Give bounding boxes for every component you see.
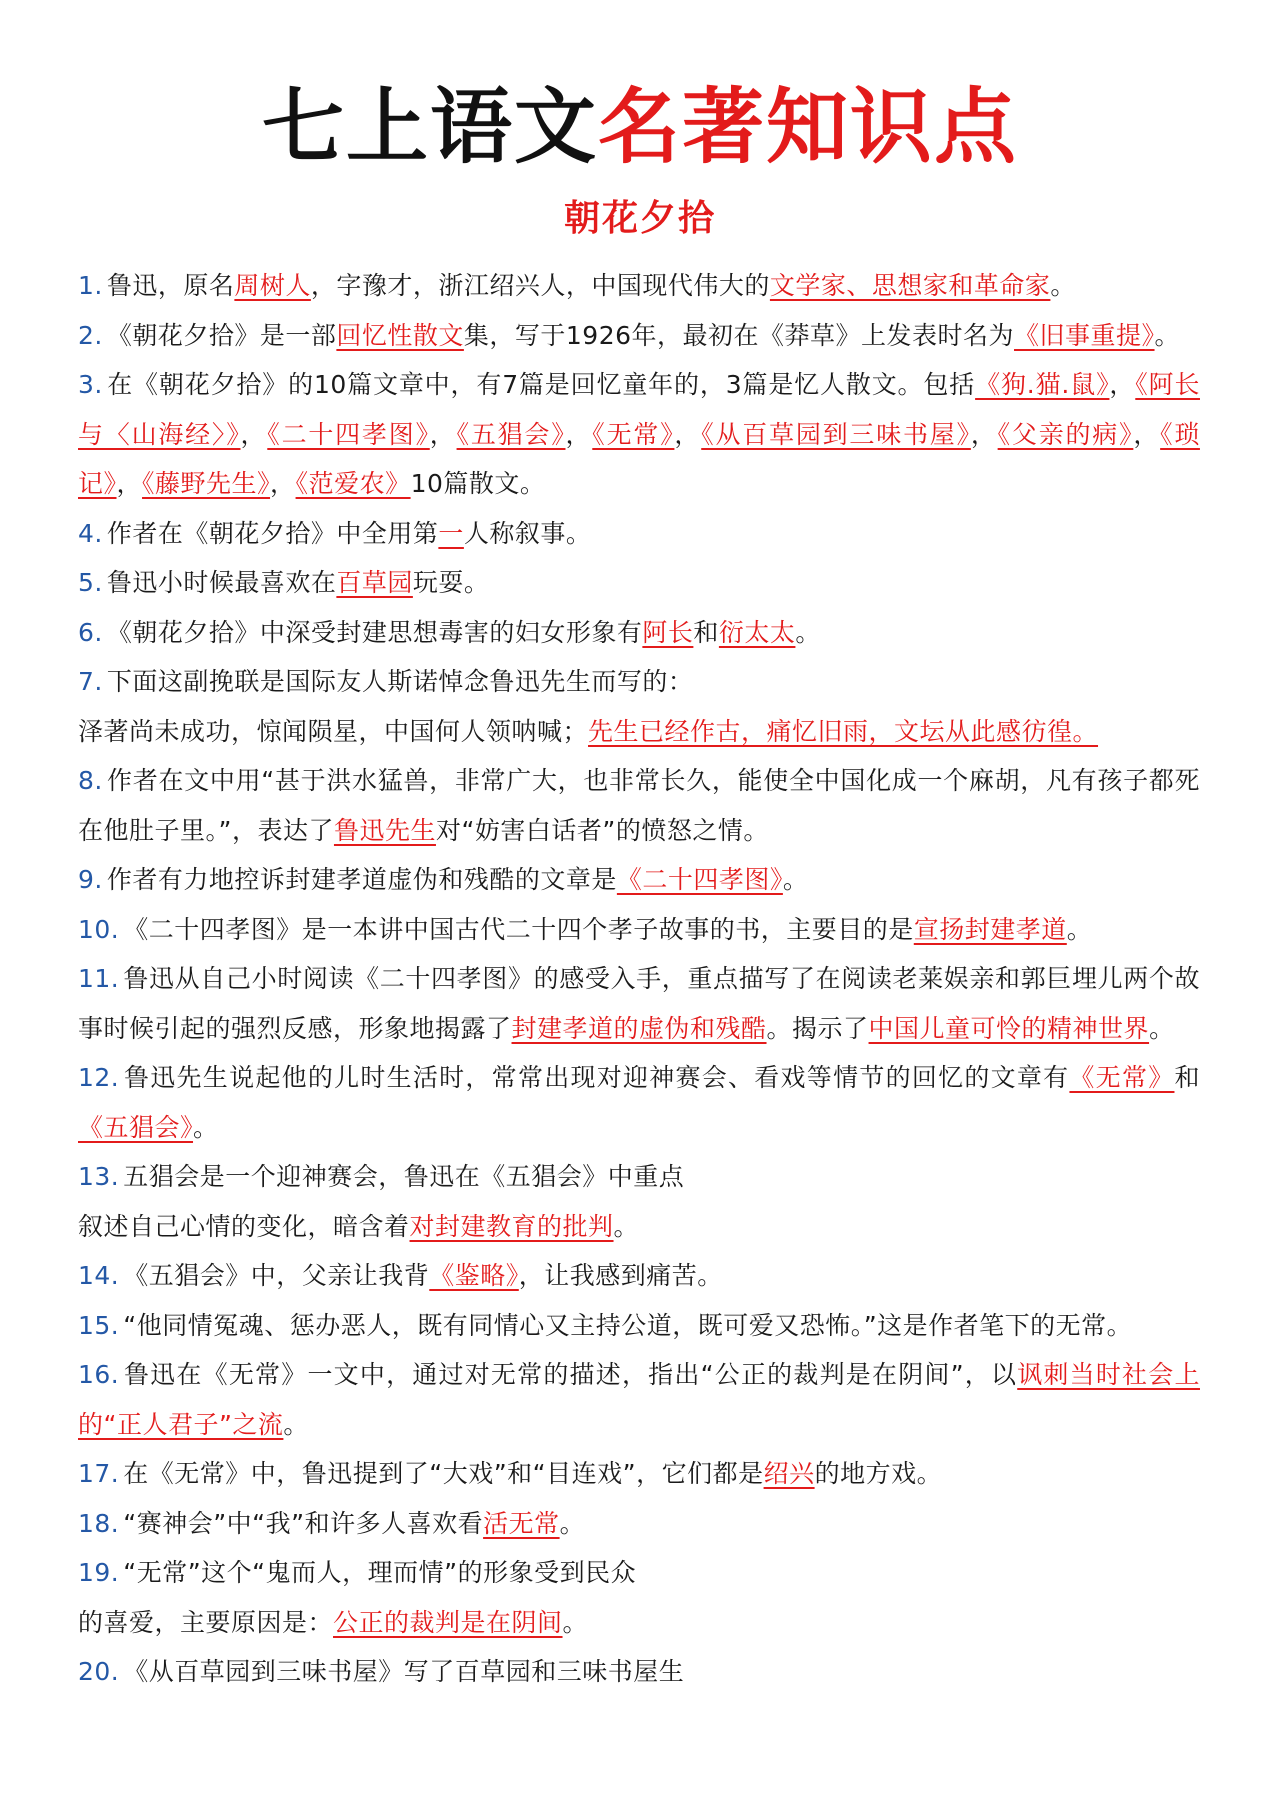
item-text: 。	[1149, 1013, 1175, 1043]
answer-text: 《从百草园到三味书屋》	[701, 419, 971, 449]
list-item	[78, 1251, 1200, 1301]
answer-text: 回忆性散文	[336, 320, 464, 350]
item-text: 的喜爱，主要原因是：	[78, 1607, 334, 1637]
item-line	[78, 1499, 1200, 1549]
item-line	[78, 1251, 1200, 1301]
item-line	[78, 1598, 1200, 1648]
item-number: 9.	[78, 865, 103, 894]
item-line	[78, 261, 1200, 311]
item-number: 1.	[78, 271, 103, 300]
item-text: 鲁迅先生说起他的儿时生活时，常常出现对迎神赛会、看戏等情节的回忆的文章有	[123, 1063, 1070, 1092]
item-text: 。	[193, 1112, 219, 1142]
answer-text: 文学家、思想家和革命家	[769, 271, 1051, 300]
item-number: 20.	[78, 1657, 120, 1686]
item-line	[78, 608, 1200, 658]
item-text: 集，写于1926年，最初在《莽草》上发表时名为	[463, 320, 1015, 350]
item-text: ，	[565, 419, 593, 449]
item-text: ，	[1109, 370, 1136, 399]
answer-text: 对封建教育的批判	[409, 1211, 614, 1241]
item-text: 在《无常》中，鲁迅提到了“大戏”和“目连戏”，它们都是	[123, 1459, 764, 1488]
item-line	[78, 1202, 1200, 1252]
item-number: 12.	[78, 1063, 120, 1092]
answer-text: 《五猖会》	[78, 1112, 194, 1142]
item-text: 。	[1066, 914, 1093, 944]
answer-text: 衍太太	[718, 617, 796, 647]
item-text: 对“妨害白话者”的愤怒之情。	[435, 815, 769, 845]
item-line	[78, 905, 1200, 955]
answer-text: 公正的裁判是在阴间	[333, 1607, 563, 1637]
item-text: 鲁迅，原名	[106, 271, 235, 300]
item-number: 2.	[78, 320, 103, 350]
item-text: 人称叙事。	[463, 518, 592, 548]
item-text: 。	[559, 1508, 586, 1538]
list-item	[78, 1449, 1200, 1499]
item-number: 8.	[78, 766, 103, 795]
list-item	[78, 1350, 1200, 1449]
item-text: ，	[674, 419, 702, 449]
answer-text: 讽刺当时社会上的“正人君子”之流	[78, 1360, 1200, 1439]
answer-text: 鲁迅先生	[333, 815, 436, 845]
item-line	[78, 855, 1200, 905]
answer-text: 《二十四孝图》	[616, 865, 783, 894]
list-item	[78, 311, 1200, 361]
item-text: 。	[613, 1211, 640, 1241]
list-item	[78, 954, 1200, 1053]
item-text: 的地方戏。	[814, 1459, 943, 1488]
item-line	[78, 756, 1200, 855]
list-item	[78, 855, 1200, 905]
list-item	[78, 1647, 1200, 1697]
item-text: 五猖会是一个迎神赛会，鲁迅在《五猖会》中重点	[123, 1162, 685, 1191]
list-item	[78, 1301, 1200, 1351]
item-text: 鲁迅在《无常》一文中，通过对无常的描述，指出“公正的裁判是在阴间”，以	[123, 1360, 1018, 1389]
item-text: 《从百草园到三味书屋》写了百草园和三味书屋生	[123, 1657, 685, 1686]
item-text: 泽著尚未成功，惊闻陨星，中国何人领呐喊；	[78, 716, 589, 746]
list-item	[78, 1053, 1200, 1152]
item-number: 5.	[78, 568, 103, 597]
knowledge-list	[78, 261, 1200, 1697]
item-line	[78, 311, 1200, 361]
item-text: ，	[1133, 419, 1161, 449]
item-text: ，	[429, 419, 457, 449]
item-number: 16.	[78, 1360, 120, 1389]
answer-text: 宣扬封建孝道	[913, 914, 1067, 944]
item-text: 和	[693, 617, 719, 647]
item-text: 作者在文中用“甚于洪水猛兽，非常广大，也非常长久，能使全中国化成一个麻胡，凡有孩子都死在他肚子里。”，表达了	[78, 766, 1200, 845]
item-line	[78, 558, 1200, 608]
item-text: ，	[116, 469, 143, 498]
item-text: 。	[283, 1409, 309, 1439]
item-text: 。	[782, 865, 809, 894]
item-text: 《朝花夕拾》中深受封建思想毒害的妇女形象有	[106, 617, 643, 647]
list-item	[78, 1548, 1200, 1647]
answer-text: 周树人	[234, 271, 311, 300]
item-text: “他同情冤魂、惩办恶人，既有同情心又主持公道，既可爱又恐怖。”这是作者笔下的无常。	[123, 1310, 1133, 1340]
item-line	[78, 657, 1200, 707]
answer-text: 《二十四孝图》	[267, 419, 430, 449]
list-item	[78, 509, 1200, 559]
page-title	[0, 78, 1280, 178]
item-line	[78, 1053, 1200, 1152]
answer-text: 《父亲的病》	[997, 419, 1134, 449]
item-text: 《二十四孝图》是一本讲中国古代二十四个孝子故事的书，主要目的是	[123, 914, 914, 944]
answer-text: 《无常》	[1069, 1063, 1175, 1092]
item-number: 10.	[78, 914, 120, 944]
answer-text: 中国儿童可怜的精神世界	[868, 1013, 1150, 1043]
answer-text: 《范爱农》	[295, 469, 411, 498]
item-text: ，字豫才，浙江绍兴人，中国现代伟大的	[310, 271, 770, 300]
answer-text: 《无常》	[592, 419, 675, 449]
item-text: 下面这副挽联是国际友人斯诺悼念鲁迅先生而写的：	[106, 667, 694, 696]
item-text: ，	[240, 419, 268, 449]
item-text: 10篇散文。	[410, 469, 546, 498]
item-text: “赛神会”中“我”和许多人喜欢看	[123, 1508, 484, 1538]
book-title: 朝花夕拾	[563, 198, 716, 239]
item-text: ，	[970, 419, 998, 449]
item-number: 11.	[78, 964, 120, 993]
list-item	[78, 1152, 1200, 1251]
answer-text: 封建孝道的虚伪和残酷	[511, 1013, 767, 1043]
item-line	[78, 360, 1200, 509]
item-number: 6.	[78, 617, 103, 647]
item-text: 鲁迅从自己小时阅读《二十四孝图》的感受入手，重点描写了在阅读老莱娱亲和郭巨埋儿两个故事时候引起的强烈反感，形象地揭露了	[78, 964, 1200, 1043]
answer-text: 《阿长与〈山海经〉》	[78, 370, 1200, 449]
title-black-part: 七上语文	[261, 80, 598, 175]
item-number: 7.	[78, 667, 103, 696]
item-number: 19.	[78, 1558, 120, 1587]
list-item	[78, 608, 1200, 658]
item-line	[78, 1301, 1200, 1351]
answer-text: 绍兴	[763, 1459, 815, 1488]
answer-text: 《狗.猫.鼠》	[975, 370, 1110, 399]
item-line	[78, 509, 1200, 559]
item-line	[78, 1350, 1200, 1449]
title-red-part: 名著知识点	[598, 80, 1019, 175]
answer-text: 活无常	[483, 1508, 560, 1538]
item-line	[78, 1647, 1200, 1697]
item-text: 在《朝花夕拾》的10篇文章中，有7篇是回忆童年的，3篇是忆人散文。包括	[106, 370, 976, 399]
item-number: 14.	[78, 1261, 120, 1290]
list-item	[78, 360, 1200, 509]
answer-text: 一	[438, 518, 464, 548]
item-number: 3.	[78, 370, 103, 399]
answer-text: 《琐记》	[78, 419, 1200, 498]
item-line	[78, 1152, 1200, 1202]
item-text: 。	[1154, 320, 1181, 350]
item-number: 4.	[78, 518, 103, 548]
item-text: 。揭示了	[766, 1013, 869, 1043]
item-text: 玩耍。	[412, 568, 490, 597]
answer-text: 《鉴略》	[429, 1261, 519, 1290]
list-item	[78, 905, 1200, 955]
item-text: “无常”这个“鬼而人，理而情”的形象受到民众	[123, 1558, 637, 1587]
answer-text: 百草园	[336, 568, 413, 597]
item-text: ，	[270, 469, 296, 498]
item-text: 《五猖会》中，父亲让我背	[123, 1261, 430, 1290]
item-text: 。	[1050, 271, 1076, 300]
item-text: 和	[1174, 1063, 1200, 1092]
list-item	[78, 657, 1200, 756]
item-text: 《朝花夕拾》是一部	[106, 320, 337, 350]
item-line	[78, 1548, 1200, 1598]
item-line	[78, 707, 1200, 757]
item-text: 鲁迅小时候最喜欢在	[106, 568, 337, 597]
item-text: 作者有力地控诉封建孝道虚伪和残酷的文章是	[106, 865, 617, 894]
item-number: 13.	[78, 1162, 120, 1191]
item-text: 作者在《朝花夕拾》中全用第	[106, 518, 439, 548]
item-number: 18.	[78, 1508, 120, 1538]
item-line	[78, 954, 1200, 1053]
answer-text: 先生已经作古，痛忆旧雨，文坛从此感彷徨。	[588, 716, 1099, 746]
item-line	[78, 1449, 1200, 1499]
list-item	[78, 756, 1200, 855]
answer-text: 阿长	[642, 617, 694, 647]
answer-text: 《五猖会》	[456, 419, 566, 449]
list-item	[78, 1499, 1200, 1549]
list-item	[78, 558, 1200, 608]
answer-text: 《藤野先生》	[142, 469, 271, 498]
item-text: ，让我感到痛苦。	[518, 1261, 723, 1290]
answer-text: 《旧事重提》	[1014, 320, 1155, 350]
item-number: 15.	[78, 1310, 120, 1340]
item-number: 17.	[78, 1459, 120, 1488]
item-text: 。	[795, 617, 821, 647]
item-text: 叙述自己心情的变化，暗含着	[78, 1211, 410, 1241]
item-text: 。	[562, 1607, 589, 1637]
list-item	[78, 261, 1200, 311]
